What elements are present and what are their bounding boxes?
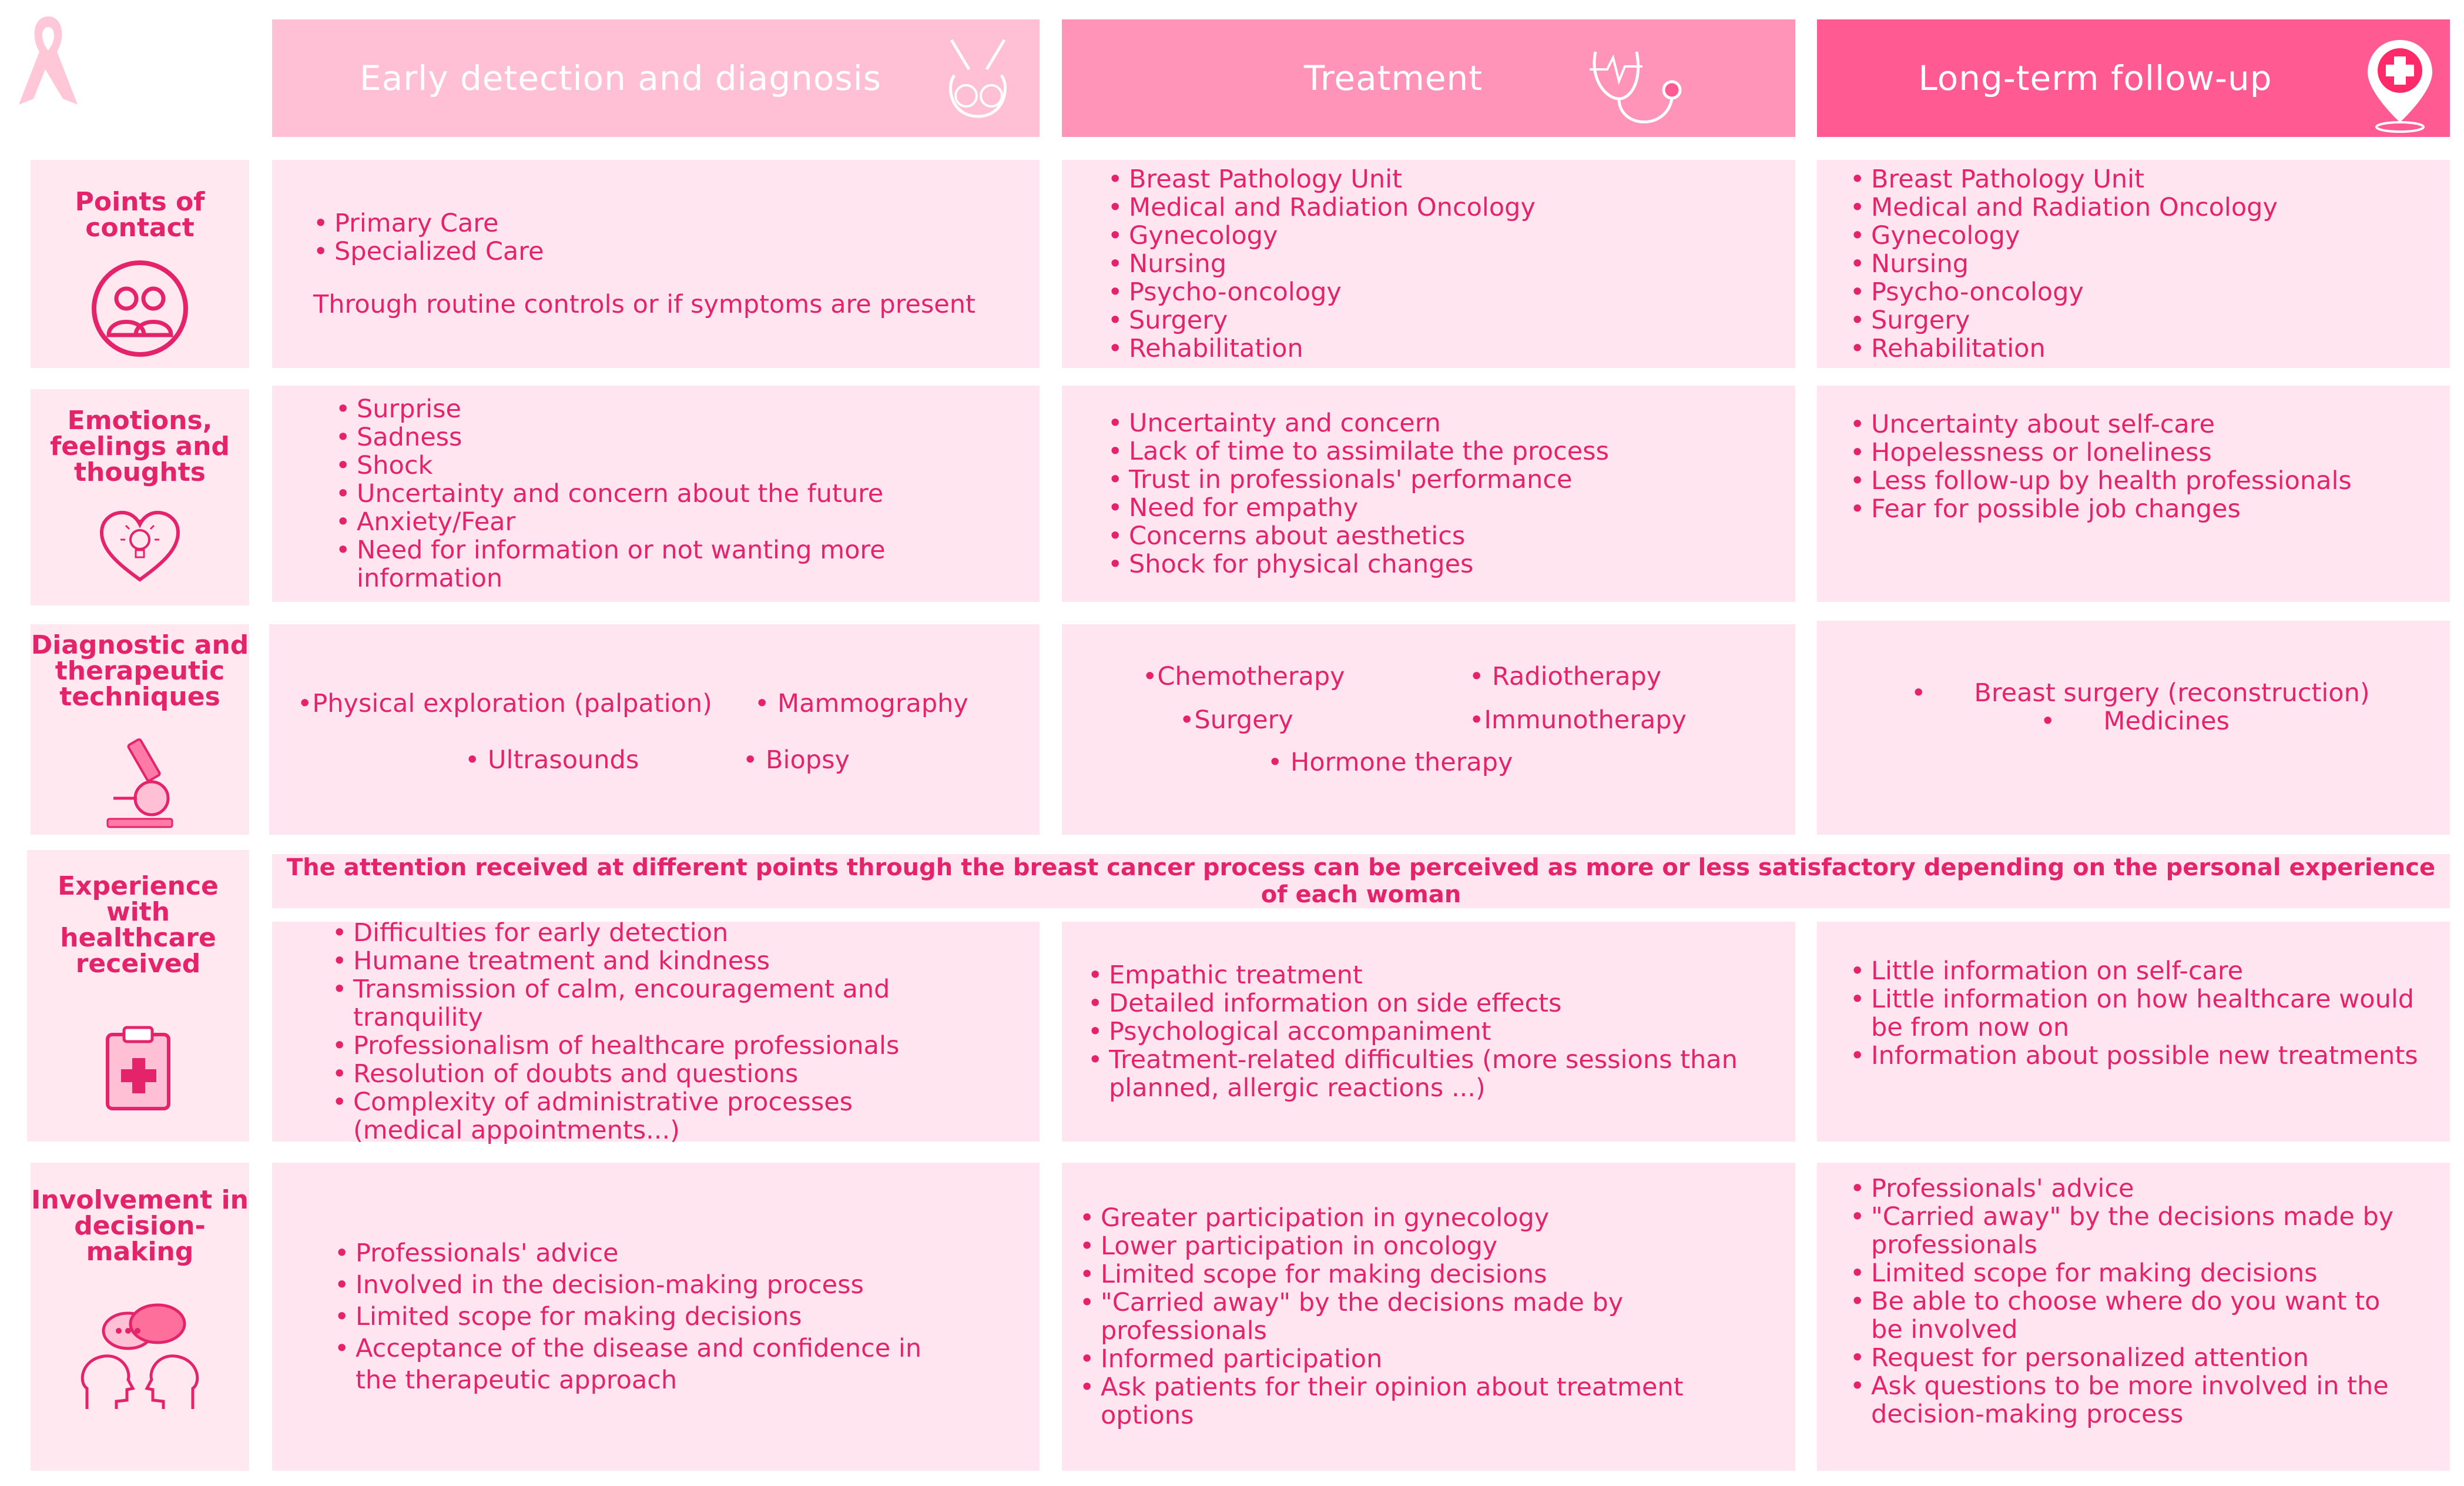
healthcare-team-icon <box>90 259 190 363</box>
header-followup-label: Long-term follow-up <box>1918 58 2272 98</box>
technique-item: • Ultrasounds <box>465 745 639 775</box>
row-label-techniques <box>31 624 249 835</box>
list-item: • Detailed information on side effects <box>1088 989 1784 1018</box>
involvement-followup-cell <box>1817 1163 2450 1471</box>
emotions-treatment-cell <box>1062 386 1795 602</box>
header-long-term-followup <box>1817 19 2450 137</box>
list-item: • Professionals' advice <box>334 1237 951 1269</box>
list-item: • "Carried away" by the decisions made by professionals <box>1850 1203 2415 1259</box>
emotions-early-cell <box>272 386 1040 602</box>
technique-item: • Biopsy <box>743 745 850 775</box>
list-item: • Need for information or not wanting more information <box>336 536 1016 593</box>
points-early-cell <box>272 160 1040 368</box>
technique-item: • Radiotherapy <box>1469 662 1662 691</box>
emotions-label: Emotions, feelings and thoughts <box>50 406 230 487</box>
list-item: • Uncertainty and concern <box>1108 409 1772 437</box>
list-item: • Trust in professionals' performance <box>1108 466 1772 494</box>
medical-location-pin-icon <box>2362 34 2438 142</box>
list-item: • Little information on self-care <box>1850 957 2426 985</box>
list-item: • Empathic treatment <box>1088 961 1784 989</box>
techniques-treatment-cell <box>1062 624 1795 835</box>
experience-early-cell <box>272 918 1040 1145</box>
experience-banner-text: The attention received at different points through the breast cancer process can be perceived as more or less satisfactory depending on the personal experience of each woman <box>286 854 2436 908</box>
technique-item: •Physical exploration (palpation) <box>297 689 712 718</box>
experience-label: Experience with healthcare received <box>58 871 219 979</box>
points-followup-cell <box>1817 160 2450 368</box>
list-item: • Medical and Radiation Oncology <box>1108 193 1772 222</box>
emotions-followup-cell <box>1817 386 2450 602</box>
row-label-emotions <box>31 389 249 605</box>
techniques-early-cell <box>269 624 1040 835</box>
technique-item: • Mammography <box>755 689 968 718</box>
list-item: • Psychological accompaniment <box>1088 1018 1784 1046</box>
list-item: • Surgery <box>1850 306 2426 334</box>
list-item: • Informed participation <box>1080 1345 1784 1373</box>
list-item: • Be able to choose where do you want to be involved <box>1850 1287 2415 1344</box>
list-item: • Fear for possible job changes <box>1850 495 2426 523</box>
stethoscope-icon <box>1584 34 1695 142</box>
list-item: • Difficulties for early detection <box>332 919 969 947</box>
list-item: • Sadness <box>336 423 1016 451</box>
list-item: • Rehabilitation <box>1108 334 1772 363</box>
header-early-detection <box>272 19 1040 137</box>
heart-lightbulb-icon <box>96 509 184 590</box>
list-item: • Lack of time to assimilate the process <box>1108 437 1772 466</box>
list-item: • Medical and Radiation Oncology <box>1850 193 2426 222</box>
list-item: • Nursing <box>1108 250 1772 278</box>
list-item: • Anxiety/Fear <box>336 508 1016 536</box>
speech-bubbles-heads-icon <box>75 1300 205 1417</box>
list-item: • Limited scope for making decisions <box>334 1301 951 1333</box>
list-item: • Acceptance of the disease and confidence in the therapeutic approach <box>334 1333 951 1396</box>
microscope-icon <box>96 734 184 838</box>
awareness-ribbon-icon <box>13 11 83 111</box>
experience-treatment-cell <box>1062 922 1795 1142</box>
list-item: • Uncertainty about self-care <box>1850 410 2426 439</box>
list-item: • Breast Pathology Unit <box>1850 165 2426 193</box>
list-item: • Rehabilitation <box>1850 334 2426 363</box>
list-item: • Ask patients for their opinion about treatment options <box>1080 1373 1784 1430</box>
list-item: • Surgery <box>1108 306 1772 334</box>
list-item: • Limited scope for making decisions <box>1850 1259 2415 1287</box>
technique-item: • Breast surgery (reconstruction) <box>1911 678 2370 708</box>
list-item: • Primary Care <box>313 209 1016 237</box>
list-item: • Little information on how healthcare would be from now on <box>1850 985 2426 1042</box>
list-item: • Humane treatment and kindness <box>332 947 969 975</box>
list-item: • Gynecology <box>1850 222 2426 250</box>
list-item: • Lower participation in oncology <box>1080 1232 1784 1260</box>
row-label-involvement <box>31 1163 249 1471</box>
involvement-treatment-cell <box>1062 1163 1795 1471</box>
list-item: • Complexity of administrative processes (medical appointments...) <box>332 1088 969 1144</box>
row-label-experience <box>27 850 249 1142</box>
list-item: • Request for personalized attention <box>1850 1344 2415 1372</box>
list-item: • Specialized Care <box>313 237 1016 266</box>
list-item: • Transmission of calm, encouragement and tranquility <box>332 975 969 1032</box>
technique-item: • Medicines <box>2040 707 2230 736</box>
list-item: • Breast Pathology Unit <box>1108 165 1772 193</box>
experience-banner <box>272 854 2450 908</box>
list-item: • "Carried away" by the decisions made by professionals <box>1080 1288 1784 1345</box>
list-item: • Professionalism of healthcare professionals <box>332 1032 969 1060</box>
list-item: • Surprise <box>336 395 1016 423</box>
header-early-label: Early detection and diagnosis <box>360 58 881 98</box>
list-item: • Greater participation in gynecology <box>1080 1204 1784 1232</box>
list-item: • Psycho-oncology <box>1850 278 2426 306</box>
list-item: • Concerns about aesthetics <box>1108 522 1772 550</box>
list-item: • Psycho-oncology <box>1108 278 1772 306</box>
list-item: • Shock for physical changes <box>1108 550 1772 578</box>
list-item: • Hopelessness or loneliness <box>1850 439 2426 467</box>
technique-item: •Immunotherapy <box>1469 705 1687 735</box>
row-label-points-of-contact <box>31 160 249 368</box>
points-treatment-cell <box>1062 160 1795 368</box>
medical-clipboard-icon <box>103 1024 173 1117</box>
techniques-label: Diagnostic and therapeutic techniques <box>31 630 249 712</box>
technique-item: •Surgery <box>1179 705 1293 735</box>
list-item: • Resolution of doubts and questions <box>332 1060 969 1088</box>
list-item: • Involved in the decision-making process <box>334 1269 951 1301</box>
list-item: • Gynecology <box>1108 222 1772 250</box>
list-item: • Uncertainty and concern about the future <box>336 480 1016 508</box>
points-early-note: Through routine controls or if symptoms are present <box>313 290 975 319</box>
list-item: • Ask questions to be more involved in the decision-making process <box>1850 1372 2415 1428</box>
technique-item: • Hormone therapy <box>1268 748 1513 777</box>
list-item: • Nursing <box>1850 250 2426 278</box>
list-item: • Shock <box>336 451 1016 480</box>
header-treatment <box>1062 19 1795 137</box>
technique-item: •Chemotherapy <box>1142 662 1345 691</box>
involvement-early-cell <box>272 1163 1040 1471</box>
list-item: • Information about possible new treatments <box>1850 1042 2426 1070</box>
experience-followup-cell <box>1817 922 2450 1142</box>
list-item: • Need for empathy <box>1108 494 1772 522</box>
list-item: • Treatment-related difficulties (more sessions than planned, allergic reactions ...) <box>1088 1046 1784 1102</box>
list-item: • Less follow-up by health professionals <box>1850 467 2426 495</box>
list-item: • Limited scope for making decisions <box>1080 1260 1784 1288</box>
techniques-followup-cell <box>1817 621 2450 835</box>
header-treatment-label: Treatment <box>1303 58 1483 98</box>
list-item: • Professionals' advice <box>1850 1174 2415 1203</box>
points-of-contact-label: Points of contact <box>75 187 205 243</box>
involvement-label: Involvement in decision- making <box>31 1185 249 1267</box>
breast-self-exam-icon <box>940 34 1016 130</box>
